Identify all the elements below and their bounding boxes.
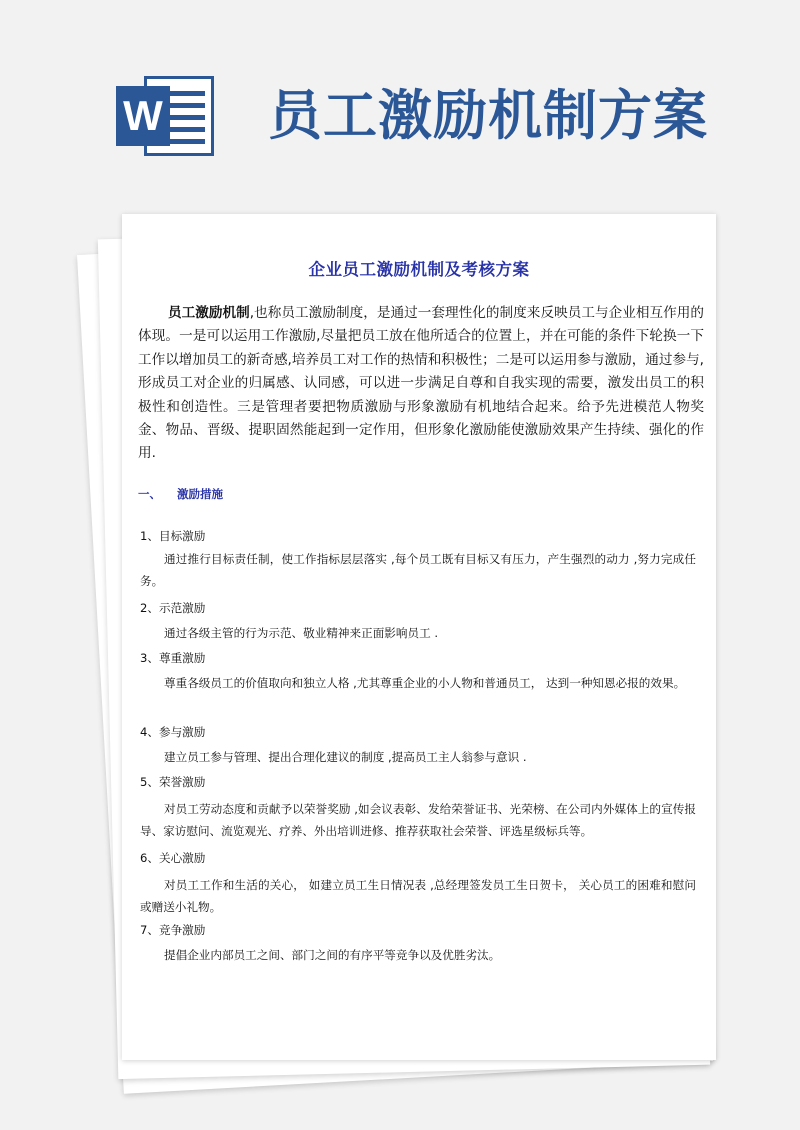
item-title-6: 6、关心激励 bbox=[140, 851, 206, 865]
document-title: 企业员工激励机制及考核方案 bbox=[308, 260, 530, 279]
item-title-7: 7、竞争激励 bbox=[140, 923, 206, 937]
item-body-4: 建立员工参与管理、提出合理化建议的制度 ,提高员工主人翁参与意识 . bbox=[164, 750, 527, 764]
item-body-7: 提倡企业内部员工之间、部门之间的有序平等竞争以及优胜劣汰。 bbox=[164, 948, 501, 962]
word-document-icon bbox=[116, 76, 214, 156]
item-title-1: 1、目标激励 bbox=[140, 529, 206, 543]
item-title-5: 5、荣誉激励 bbox=[140, 775, 206, 789]
item-title-4: 4、参与激励 bbox=[140, 725, 206, 739]
word-letter-badge: W bbox=[116, 86, 170, 146]
banner-title: 员工激励机制方案 bbox=[268, 83, 708, 147]
section-heading bbox=[138, 486, 223, 502]
section-title: 激励措施 bbox=[177, 487, 224, 501]
item-title-2: 2、示范激励 bbox=[140, 601, 206, 615]
section-number: 一、 bbox=[138, 487, 161, 501]
intro-text: ,也称员工激励制度，是通过一套理性化的制度来反映员工与企业相互作用的体现。一是可以运用工作激励,尽量把员工放在他所适合的位置上，并在可能的条件下轮换一下工作以增加员工的新奇感,培养员工对工作的热情和积极性；二是可以运用参与激励，通过参与,形成员工对企业的归属感、认同感，可以进一步满足自尊和自我实现的需要，激发出员工的积极性和创造性。三是管理者要把物质激励与形象激励有机地结合起来。给予先进模范人物奖金、物品、晋级、提职固然能起到一定作用，但形象化激励能使激励效果产生持续、强化的作用. bbox=[138, 305, 704, 462]
intro-lead-term: 员工激励机制 bbox=[168, 305, 250, 321]
document-page bbox=[122, 214, 716, 1060]
item-body-3: 尊重各级员工的价值取向和独立人格 ,尤其尊重企业的小人物和普通员工， 达到一种知恩必报的效果。 bbox=[164, 676, 686, 690]
item-body-6: 对员工工作和生活的关心， 如建立员工生日情况表 ,总经理签发员工生日贺卡， 关心员工的困难和慰问或赠送小礼物。 bbox=[140, 878, 696, 914]
intro-paragraph bbox=[138, 302, 704, 466]
item-title-3: 3、尊重激励 bbox=[140, 651, 206, 665]
item-body-5: 对员工劳动态度和贡献予以荣誉奖励 ,如会议表彰、发给荣誉证书、光荣榜、在公司内外媒体上的宣传报导、家访慰问、流览观光、疗养、外出培训进修、推荐获取社会荣誉、评选星级标兵等。 bbox=[140, 802, 696, 838]
item-body-2: 通过各级主管的行为示范、敬业精神来正面影响员工 . bbox=[164, 626, 439, 640]
item-body-1: 通过推行目标责任制，使工作指标层层落实 ,每个员工既有目标又有压力，产生强烈的动力 ,努力完成任务。 bbox=[140, 552, 696, 588]
banner-header bbox=[0, 0, 800, 200]
